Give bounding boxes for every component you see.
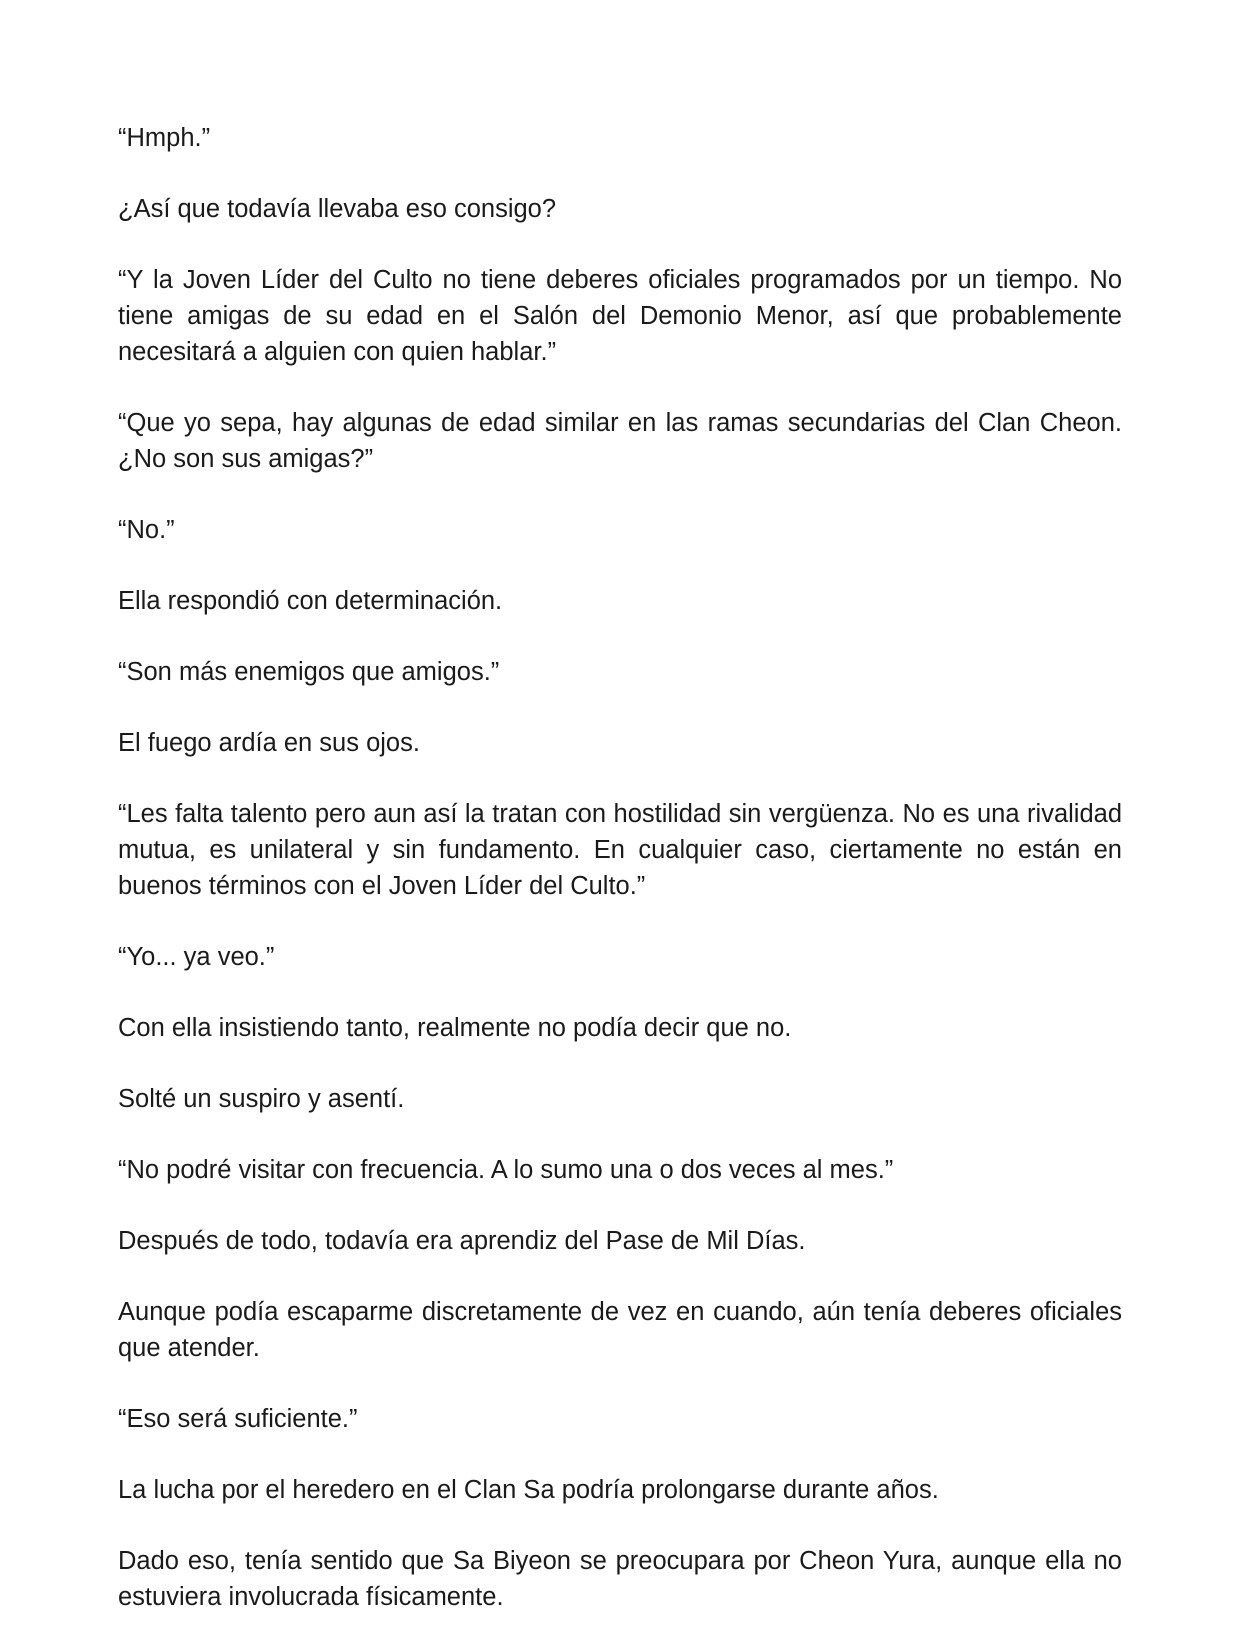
paragraph-6: Ella respondió con determinación.: [118, 587, 503, 615]
paragraph-18: Dado eso, tenía sentido que Sa Biyeon se preocupara por Cheon Yura, aunque ella no estuviera involucrada físicamente.: [118, 1547, 1122, 1611]
paragraph-9: “Les falta talento pero aun así la tratan con hostilidad sin vergüenza. No es una rivalidad mutua, es unilateral y sin fundamento. En cualquier caso, ciertamente no están en buenos términos con el Joven Líder del Culto.”: [118, 800, 1122, 900]
paragraph-3: “Y la Joven Líder del Culto no tiene deberes oficiales programados por un tiempo. No tiene amigas de su edad en el Salón del Demonio Menor, así que probablemente necesitará a alguien con quien hablar.”: [118, 266, 1122, 366]
paragraph-1: “Hmph.”: [118, 124, 211, 152]
paragraph-15: Aunque podía escaparme discretamente de vez en cuando, aún tenía deberes oficiales que atender.: [118, 1298, 1122, 1362]
document-body: [118, 120, 1122, 1650]
paragraph-17: La lucha por el heredero en el Clan Sa podría prolongarse durante años.: [118, 1476, 939, 1504]
paragraph-10: “Yo... ya veo.”: [118, 943, 275, 971]
paragraph-2: ¿Así que todavía llevaba eso consigo?: [118, 195, 557, 223]
paragraph-14: Después de todo, todavía era aprendiz del Pase de Mil Días.: [118, 1227, 806, 1255]
paragraph-16: “Eso será suficiente.”: [118, 1405, 358, 1433]
paragraph-11: Con ella insistiendo tanto, realmente no podía decir que no.: [118, 1014, 792, 1042]
paragraph-13: “No podré visitar con frecuencia. A lo sumo una o dos veces al mes.”: [118, 1156, 894, 1184]
paragraph-5: “No.”: [118, 516, 175, 544]
paragraph-8: El fuego ardía en sus ojos.: [118, 729, 420, 757]
paragraph-12: Solté un suspiro y asentí.: [118, 1085, 405, 1113]
paragraph-4: “Que yo sepa, hay algunas de edad similar en las ramas secundarias del Clan Cheon. ¿No son sus amigas?”: [118, 409, 1122, 473]
paragraph-7: “Son más enemigos que amigos.”: [118, 658, 500, 686]
